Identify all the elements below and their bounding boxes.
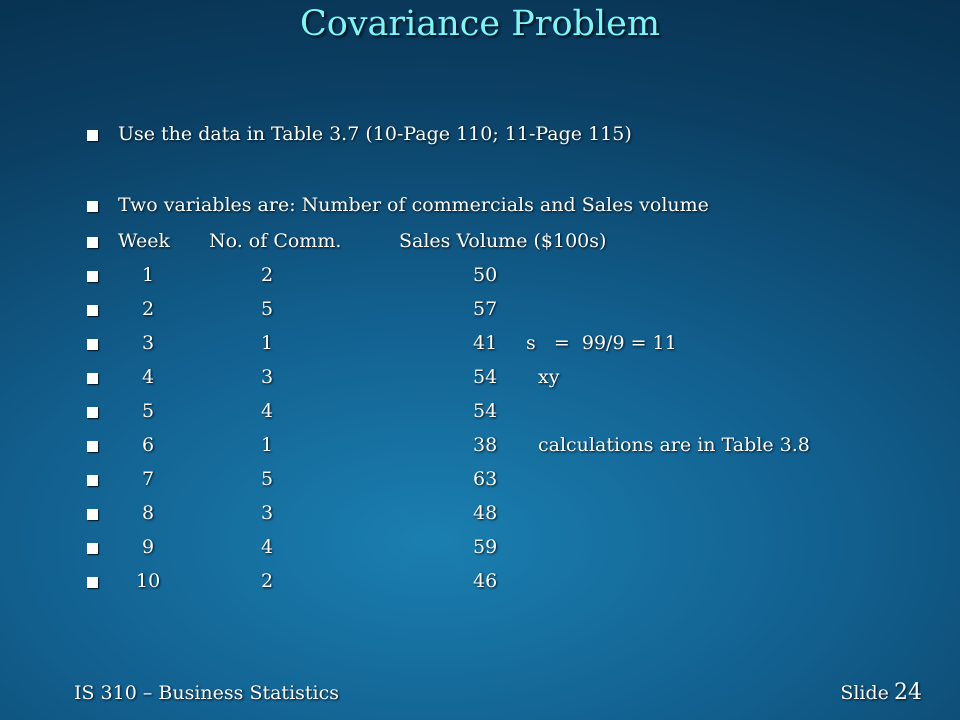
bullet-icon	[87, 509, 98, 520]
row-2-commercials: 5	[261, 298, 274, 320]
row-8-commercials: 3	[261, 502, 274, 524]
bullet-icon	[87, 339, 98, 350]
bullet-icon	[87, 475, 98, 486]
row-6-week: 6	[142, 434, 155, 456]
row-1-commercials: 2	[261, 264, 274, 286]
row-9-commercials: 4	[261, 536, 274, 558]
slide-label: Slide	[840, 682, 889, 704]
row-3-sales: 41	[473, 332, 498, 354]
row-8-week: 8	[142, 502, 155, 524]
row-10-week: 10	[136, 570, 161, 592]
row-5-week: 5	[142, 400, 155, 422]
row-5-sales: 54	[473, 400, 498, 422]
row-7-week: 7	[142, 468, 155, 490]
slide-title: Covariance Problem	[299, 4, 661, 44]
calculation-note: calculations are in Table 3.8	[538, 434, 810, 456]
bullet-icon	[87, 407, 98, 418]
row-9-sales: 59	[473, 536, 498, 558]
bullet-icon	[87, 271, 98, 282]
row-6-commercials: 1	[261, 434, 274, 456]
row-7-sales: 63	[473, 468, 498, 490]
row-10-sales: 46	[473, 570, 498, 592]
row-3-commercials: 1	[261, 332, 274, 354]
column-header-commercials: No. of Comm.	[209, 230, 342, 252]
slide-number	[840, 680, 922, 705]
intro-line-1: Use the data in Table 3.7 (10-Page 110; 11-Page 115)	[118, 123, 632, 145]
row-2-week: 2	[142, 298, 155, 320]
column-header-week: Week	[118, 230, 170, 252]
row-8-sales: 48	[473, 502, 498, 524]
row-3-week: 3	[142, 332, 155, 354]
row-1-week: 1	[142, 264, 155, 286]
row-4-week: 4	[142, 366, 155, 388]
covariance-subscript: xy	[538, 366, 560, 388]
bullet-icon	[87, 543, 98, 554]
row-4-commercials: 3	[261, 366, 274, 388]
slide-number-value: 24	[894, 680, 922, 705]
bullet-icon	[87, 130, 98, 141]
row-4-sales: 54	[473, 366, 498, 388]
row-1-sales: 50	[473, 264, 498, 286]
bullet-icon	[87, 201, 98, 212]
bullet-icon	[87, 237, 98, 248]
course-footer: IS 310 – Business Statistics	[74, 682, 339, 704]
row-2-sales: 57	[473, 298, 498, 320]
row-7-commercials: 5	[261, 468, 274, 490]
covariance-formula: s = 99/9 = 11	[526, 332, 677, 354]
bullet-icon	[87, 441, 98, 452]
row-10-commercials: 2	[261, 570, 274, 592]
bullet-icon	[87, 305, 98, 316]
row-6-sales: 38	[473, 434, 498, 456]
row-5-commercials: 4	[261, 400, 274, 422]
intro-line-2: Two variables are: Number of commercials and Sales volume	[118, 194, 709, 216]
row-9-week: 9	[142, 536, 155, 558]
column-header-sales: Sales Volume ($100s)	[399, 230, 607, 252]
bullet-icon	[87, 577, 98, 588]
bullet-icon	[87, 373, 98, 384]
